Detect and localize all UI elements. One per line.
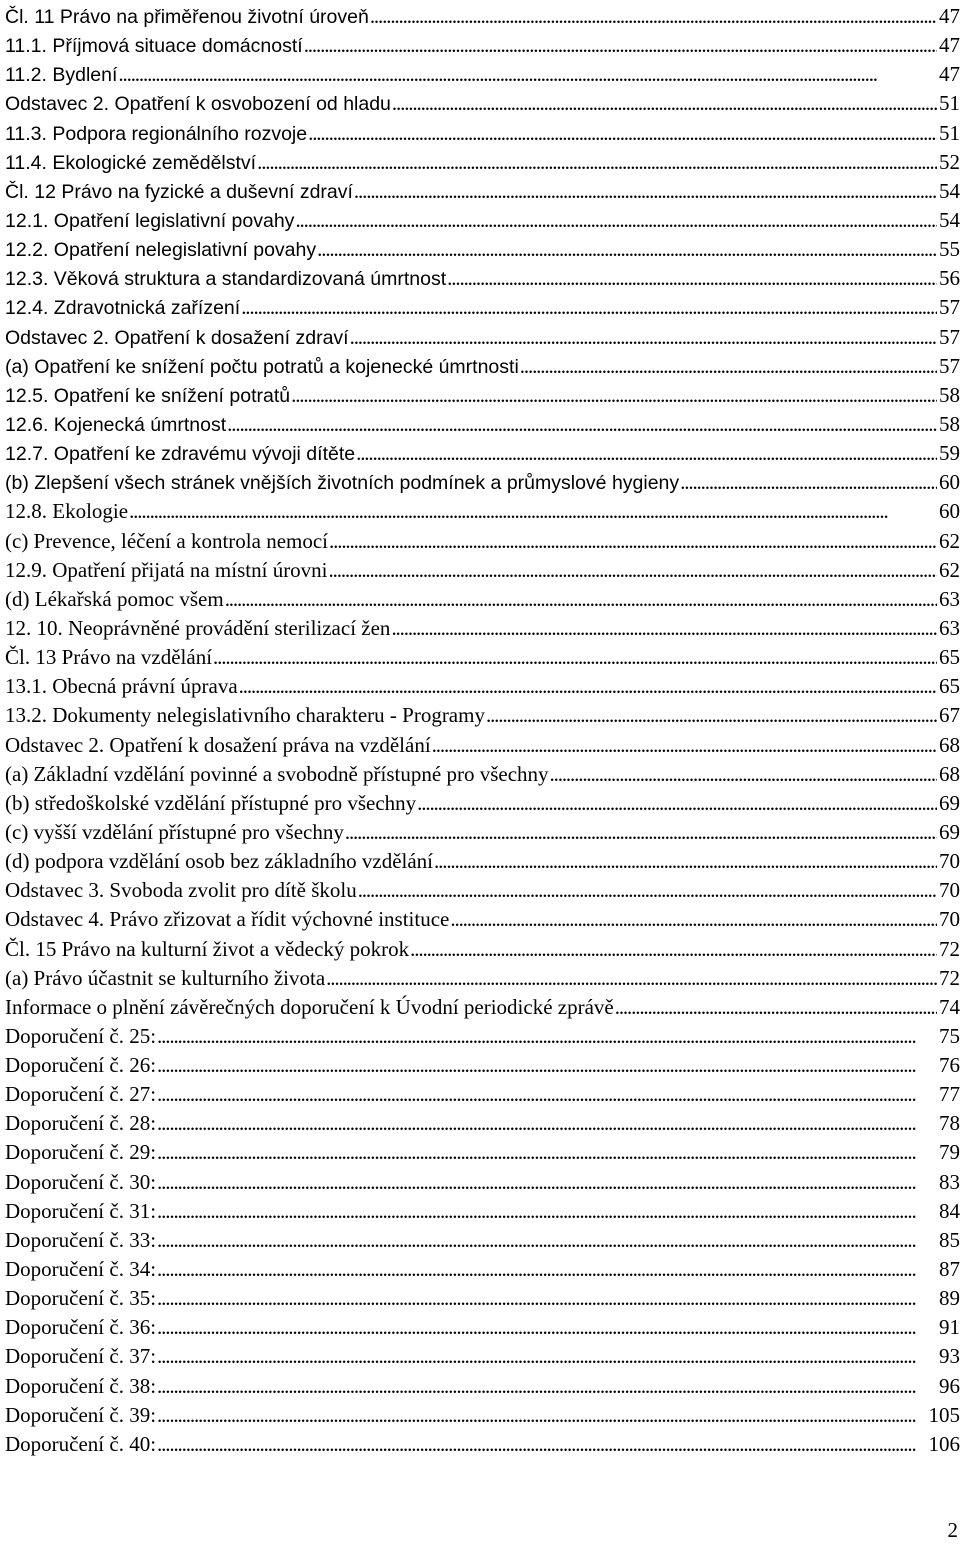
toc-entry-title: Doporučení č. 26: (5, 1053, 157, 1078)
toc-entry-page: 62 (939, 528, 960, 553)
toc-entry[interactable] (5, 731, 960, 760)
toc-entry-title: Doporučení č. 40: (5, 1431, 157, 1456)
toc-dot-leader (345, 818, 937, 847)
toc-entry[interactable] (5, 614, 960, 643)
toc-entry-title: (b) středoškolské vzdělání přístupné pro všechny (5, 790, 417, 815)
toc-dot-leader (157, 1051, 937, 1080)
toc-entry-page: 47 (939, 62, 960, 87)
toc-entry[interactable] (5, 1284, 960, 1313)
toc-dot-leader (326, 964, 937, 993)
toc-entry-page: 63 (939, 615, 960, 640)
toc-entry[interactable] (5, 1342, 960, 1371)
toc-entry-page: 106 (928, 1431, 960, 1456)
toc-entry-page: 63 (939, 586, 960, 611)
toc-entry[interactable] (5, 381, 960, 410)
toc-entry[interactable] (5, 177, 960, 206)
toc-dot-leader (317, 235, 937, 264)
toc-entry-page: 72 (939, 965, 960, 990)
page-number: 2 (947, 1518, 958, 1542)
toc-dot-leader (157, 1226, 937, 1255)
toc-entry[interactable] (5, 935, 960, 964)
toc-dot-leader (432, 731, 937, 760)
toc-entry[interactable] (5, 89, 960, 118)
toc-entry-title: (c) vyšší vzdělání přístupné pro všechny (5, 819, 344, 844)
toc-dot-leader (291, 381, 937, 410)
toc-dot-leader (257, 148, 937, 177)
toc-entry[interactable] (5, 1080, 960, 1109)
toc-entry-title: 12.3. Věková struktura a standardizovaná úmrtnost (5, 268, 447, 291)
toc-entry-title: (a) Základní vzdělání povinné a svobodně přístupné pro všechny (5, 761, 549, 786)
toc-dot-leader (370, 2, 937, 31)
toc-dot-leader (486, 701, 937, 730)
toc-entry-page: 91 (939, 1315, 960, 1340)
toc-entry-page: 87 (939, 1257, 960, 1282)
toc-entry[interactable] (5, 468, 960, 497)
toc-entry-page: 69 (939, 790, 960, 815)
toc-entry-title: 12.9. Opatření přijatá na místní úrovni (5, 557, 328, 582)
toc-entry-title: Čl. 13 Právo na vzdělání (5, 645, 213, 670)
toc-dot-leader (447, 264, 937, 293)
toc-dot-leader (157, 1430, 926, 1459)
toc-entry-page: 67 (939, 703, 960, 728)
toc-entry[interactable] (5, 60, 960, 89)
toc-entry-title: 11.4. Ekologické zemědělství (5, 151, 257, 174)
toc-entry-page: 58 (939, 382, 960, 407)
toc-entry-title: 12.4. Zdravotnická zařízení (5, 297, 241, 320)
toc-entry-title: Doporučení č. 25: (5, 1023, 157, 1048)
toc-entry[interactable] (5, 760, 960, 789)
toc-entry-title: Odstavec 4. Právo zřizovat a řídit výchovné instituce (5, 907, 450, 932)
toc-dot-leader (157, 1284, 937, 1313)
toc-dot-leader (615, 993, 937, 1022)
toc-dot-leader (354, 177, 937, 206)
toc-entry-title: Doporučení č. 39: (5, 1402, 157, 1427)
toc-dot-leader (350, 323, 937, 352)
toc-dot-leader (329, 527, 937, 556)
toc-entry[interactable] (5, 905, 960, 934)
toc-entry-title: Doporučení č. 37: (5, 1344, 157, 1369)
toc-entry-page: 68 (939, 761, 960, 786)
toc-entry[interactable] (5, 556, 960, 585)
toc-entry[interactable] (5, 1430, 960, 1459)
toc-entry-title: Doporučení č. 31: (5, 1198, 157, 1223)
toc-entry-page: 96 (939, 1373, 960, 1398)
toc-dot-leader (392, 89, 937, 118)
toc-entry-title: 11.1. Příjmová situace domácností (5, 35, 303, 58)
toc-entry[interactable] (5, 643, 960, 672)
toc-entry-title: 12.5. Opatření ke snížení potratů (5, 384, 291, 407)
toc-dot-leader (157, 1342, 937, 1371)
toc-dot-leader (450, 905, 937, 934)
toc-dot-leader (680, 468, 937, 497)
toc-entry-page: 62 (939, 557, 960, 582)
toc-dot-leader (213, 643, 937, 672)
toc-dot-leader (118, 60, 937, 89)
toc-entry-page: 70 (939, 878, 960, 903)
toc-entry-page: 83 (939, 1169, 960, 1194)
toc-entry[interactable] (5, 818, 960, 847)
toc-entry-page: 76 (939, 1053, 960, 1078)
toc-entry-title: 12.2. Opatření nelegislativní povahy (5, 239, 317, 262)
toc-entry[interactable] (5, 264, 960, 293)
toc-entry-page: 58 (939, 411, 960, 436)
toc-entry-title: Odstavec 2. Opatření k dosažení práva na vzdělání (5, 732, 431, 757)
toc-entry-title: 12. 10. Neoprávněné provádění sterilizací žen (5, 615, 391, 640)
toc-entry-page: 89 (939, 1286, 960, 1311)
toc-entry-title: 11.2. Bydlení (5, 64, 118, 87)
toc-dot-leader (434, 847, 937, 876)
toc-entry-page: 70 (939, 849, 960, 874)
toc-dot-leader (308, 119, 937, 148)
toc-entry-title: Doporučení č. 36: (5, 1315, 157, 1340)
toc-entry-page: 60 (939, 470, 960, 495)
toc-entry[interactable] (5, 410, 960, 439)
toc-entry-title: (a) Opatření ke snížení počtu potratů a kojenecké úmrtnosti (5, 355, 519, 378)
toc-dot-leader (329, 556, 937, 585)
toc-entry-title: Doporučení č. 34: (5, 1257, 157, 1282)
toc-entry[interactable] (5, 439, 960, 468)
toc-dot-leader (417, 789, 937, 818)
toc-entry[interactable] (5, 148, 960, 177)
toc-entry-page: 56 (939, 266, 960, 291)
toc-entry-page: 84 (939, 1198, 960, 1223)
toc-dot-leader (157, 1080, 937, 1109)
toc-entry[interactable] (5, 847, 960, 876)
toc-entry[interactable] (5, 527, 960, 556)
toc-entry-page: 47 (939, 33, 960, 58)
toc-entry-title: Doporučení č. 35: (5, 1286, 157, 1311)
toc-dot-leader (157, 1255, 937, 1284)
toc-entry-title: 12.7. Opatření ke zdravému vývoji dítěte (5, 443, 356, 466)
toc-dot-leader (391, 614, 937, 643)
toc-entry[interactable] (5, 497, 960, 526)
toc-entry[interactable] (5, 789, 960, 818)
toc-entry-title: (d) Lékařská pomoc všem (5, 586, 224, 611)
toc-entry[interactable] (5, 1313, 960, 1342)
toc-entry-page: 79 (939, 1140, 960, 1165)
toc-entry-title: Doporučení č. 33: (5, 1227, 157, 1252)
toc-entry-title: Doporučení č. 30: (5, 1169, 157, 1194)
toc-entry[interactable] (5, 323, 960, 352)
toc-entry[interactable] (5, 119, 960, 148)
toc-entry-page: 70 (939, 907, 960, 932)
toc-entry-page: 54 (939, 207, 960, 232)
toc-dot-leader (157, 1313, 937, 1342)
toc-dot-leader (157, 1109, 937, 1138)
toc-dot-leader (227, 410, 937, 439)
toc-entry[interactable] (5, 993, 960, 1022)
toc-entry-page: 47 (939, 4, 960, 28)
toc-dot-leader (225, 585, 937, 614)
toc-entry-page: 57 (939, 324, 960, 349)
toc-entry[interactable] (5, 2, 960, 31)
toc-entry-page: 51 (939, 91, 960, 116)
toc-entry-title: Doporučení č. 27: (5, 1082, 157, 1107)
toc-dot-leader (356, 439, 937, 468)
toc-dot-leader (157, 1138, 937, 1167)
toc-dot-leader (358, 876, 937, 905)
toc-entry[interactable] (5, 1226, 960, 1255)
toc-entry[interactable] (5, 1197, 960, 1226)
toc-entry[interactable] (5, 1109, 960, 1138)
toc-entry-page: 57 (939, 353, 960, 378)
toc-entry[interactable] (5, 1051, 960, 1080)
toc-dot-leader (157, 1022, 937, 1051)
toc-dot-leader (520, 352, 937, 381)
toc-entry-title: Informace o plnění závěrečných doporučení k Úvodní periodické zprávě (5, 994, 614, 1019)
toc-entry-title: (d) podpora vzdělání osob bez základního vzdělání (5, 849, 434, 874)
toc-entry[interactable] (5, 1255, 960, 1284)
toc-entry-page: 105 (928, 1402, 960, 1427)
toc-dot-leader (550, 760, 937, 789)
toc-entry-page: 60 (939, 499, 960, 524)
toc-entry-title: Odstavec 2. Opatření k osvobození od hladu (5, 93, 391, 116)
toc-entry-page: 52 (939, 149, 960, 174)
toc-entry[interactable] (5, 31, 960, 60)
table-of-contents (5, 2, 960, 1459)
toc-dot-leader (295, 206, 937, 235)
toc-dot-leader (157, 1197, 937, 1226)
toc-entry[interactable] (5, 1401, 960, 1430)
toc-entry-title: 13.1. Obecná právní úprava (5, 674, 238, 699)
toc-entry-page: 55 (939, 237, 960, 262)
toc-dot-leader (129, 497, 937, 526)
toc-entry-page: 77 (939, 1082, 960, 1107)
toc-entry[interactable] (5, 1168, 960, 1197)
toc-entry-page: 69 (939, 819, 960, 844)
toc-entry-title: 11.3. Podpora regionálního rozvoje (5, 122, 308, 145)
toc-entry-page: 65 (939, 645, 960, 670)
toc-entry-title: Odstavec 2. Opatření k dosažení zdraví (5, 326, 349, 349)
toc-entry-title: 12.8. Ekologie (5, 499, 129, 524)
toc-entry-title: 12.6. Kojenecká úmrtnost (5, 413, 227, 436)
toc-entry-page: 51 (939, 120, 960, 145)
toc-entry-title: Odstavec 3. Svoboda zvolit pro dítě školu (5, 878, 357, 903)
toc-entry-page: 93 (939, 1344, 960, 1369)
toc-entry[interactable] (5, 964, 960, 993)
toc-entry[interactable] (5, 672, 960, 701)
toc-entry-title: Doporučení č. 28: (5, 1111, 157, 1136)
toc-entry[interactable] (5, 352, 960, 381)
toc-entry-title: 12.1. Opatření legislativní povahy (5, 209, 295, 232)
toc-dot-leader (304, 31, 937, 60)
toc-dot-leader (239, 672, 937, 701)
toc-dot-leader (157, 1168, 937, 1197)
toc-entry-title: Doporučení č. 29: (5, 1140, 157, 1165)
toc-entry-title: Čl. 11 Právo na přiměřenou životní úroveň (5, 6, 369, 28)
toc-entry-page: 75 (939, 1023, 960, 1048)
toc-dot-leader (157, 1401, 926, 1430)
toc-dot-leader (157, 1372, 937, 1401)
toc-dot-leader (241, 293, 937, 322)
toc-entry-title: 13.2. Dokumenty nelegislativního charakteru - Programy (5, 703, 485, 728)
toc-entry-title: Čl. 12 Právo na fyzické a duševní zdraví (5, 180, 353, 203)
toc-entry-page: 85 (939, 1227, 960, 1252)
toc-entry-title: Čl. 15 Právo na kulturní život a vědecký pokrok (5, 936, 410, 961)
toc-entry-title: (c) Prevence, léčení a kontrola nemocí (5, 528, 329, 553)
toc-entry-page: 68 (939, 732, 960, 757)
toc-entry[interactable] (5, 701, 960, 730)
toc-entry[interactable] (5, 876, 960, 905)
toc-entry-page: 59 (939, 441, 960, 466)
toc-entry-page: 72 (939, 936, 960, 961)
toc-entry[interactable] (5, 1372, 960, 1401)
toc-dot-leader (410, 935, 937, 964)
toc-entry-page: 54 (939, 178, 960, 203)
toc-entry-page: 74 (939, 994, 960, 1019)
toc-entry[interactable] (5, 1138, 960, 1167)
toc-entry[interactable] (5, 1022, 960, 1051)
toc-entry[interactable] (5, 293, 960, 322)
toc-entry[interactable] (5, 235, 960, 264)
toc-entry-title: (a) Právo účastnit se kulturního života (5, 965, 326, 990)
toc-entry[interactable] (5, 585, 960, 614)
toc-entry-title: (b) Zlepšení všech stránek vnějších životních podmínek a průmyslové hygieny (5, 472, 680, 495)
toc-entry-title: Doporučení č. 38: (5, 1373, 157, 1398)
toc-entry-page: 78 (939, 1111, 960, 1136)
toc-entry[interactable] (5, 206, 960, 235)
toc-entry-page: 57 (939, 295, 960, 320)
toc-entry-page: 65 (939, 674, 960, 699)
